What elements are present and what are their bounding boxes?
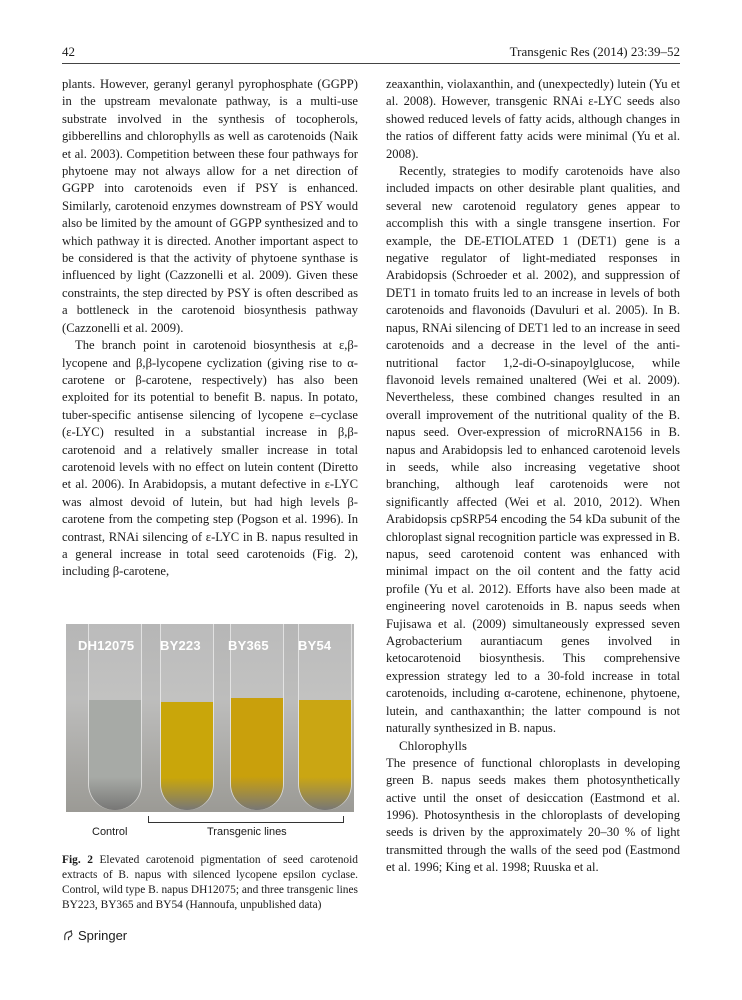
tube-by54	[298, 624, 352, 810]
tube-label-3: BY365	[228, 638, 269, 653]
liquid-control	[89, 700, 141, 810]
tubes-photo	[66, 624, 354, 812]
header-rule	[62, 63, 680, 64]
liquid-by54	[299, 700, 351, 810]
footer	[62, 928, 127, 943]
left-column	[62, 76, 358, 581]
transgenic-bracket	[148, 816, 344, 823]
section-heading-chlorophylls: Chlorophylls	[399, 738, 467, 754]
publisher-name: Springer	[78, 928, 128, 943]
label-control: Control	[92, 826, 128, 838]
tube-by223	[160, 624, 214, 810]
tube-label-1: DH12075	[78, 638, 135, 653]
tube-by365	[230, 624, 284, 810]
right-column	[386, 76, 680, 877]
liquid-by365	[231, 698, 283, 810]
left-paragraph-2: The branch point in carotenoid biosynthesis at ε,β-lycopene and β,β-lycopene cyclization (giving rise to α-carotene or β-carotene, respectively) has also been exploited for its potential to benefit B. napus. In potato, tuber-specific antisense silencing of lycopene ε–cyclase (ε-LYC) resulted in a substantial increase in β,β-carotenoid and a relatively smaller increase in total carotenoid levels with no effect on lutein content (Diretto et al. 2006). In Arabidopsis, a mutant defective in ε-LYC was almost devoid of lutein, but had high levels β-carotene from the competing step (Pogson et al. 1996). In contrast, RNAi silencing of ε-LYC in B. napus resulted in a general increase in total seed carotenoids (Fig. 2), including β-carotene,	[62, 338, 358, 579]
label-transgenic-lines: Transgenic lines	[207, 826, 287, 838]
tube-control	[88, 624, 142, 810]
right-paragraph-3: The presence of functional chloroplasts in developing green B. napus seeds makes them photosynthetically active until the onset of desiccation (Eastmond et al. 1996). Photosynthesis in the chloroplasts of developing seeds is driven by the approximately 20–30 % of light transmitted through the walls of the seed pod (Eastmond et al. 1996; King et al. 1998; Ruuska et al.	[386, 755, 680, 875]
figure-2	[62, 624, 358, 846]
journal-header: Transgenic Res (2014) 23:39–52	[509, 44, 680, 59]
page-number: 42	[62, 44, 75, 59]
figure-labels	[62, 816, 358, 846]
right-paragraph-1: zeaxanthin, violaxanthin, and (unexpectedly) lutein (Yu et al. 2008). However, transgenic RNAi ε-LYC seeds also showed reduced levels of fatty acids, although changes in the ratios of different fatty acids were minimal (Yu et al. 2008).	[386, 77, 680, 161]
right-paragraph-2: Recently, strategies to modify carotenoids have also included impacts on other desirable plant qualities, and several new carotenoid regulatory genes appear to accomplish this with a single transgene insertion. For example, the DE-ETIOLATED 1 (DET1) gene is a negative regulator of light-mediated responses in Arabidopsis (Schroeder et al. 2002), and suppression of DET1 in tomato fruits led to an increase in levels of both carotenoids and flavonoids (Davuluri et al. 2005). In B. napus, RNAi silencing of DET1 led to an increase in seed carotenoids and a decrease in the level of the anti-nutritional factor 1,2-di-O-sinapoylglucose, while flavonoid levels remained unaltered (Wei et al. 2009). Nevertheless, these combined changes resulted in an overall improvement of the nutritional quality of the B. napus seed. Over-expression of microRNA156 in B. napus and Arabidopsis led to enhanced carotenoid levels in seeds, while also increasing vegetative shoot branching, although leaf carotenoids were not significantly affected (Wei et al. 2010, 2012). When Arabidopsis cpSRP54 encoding the 54 kDa subunit of the chloroplast signal recognition particle was expressed in B. napus, seed carotenoid content was enhanced with minimal impact on the oil content and the fatty acid profile (Yu et al. 2012). Efforts have also been made at engineering novel carotenoids in B. napus seeds when Fujisawa et al. (2009) simultaneously expressed seven Agrobacterium aurantiacum genes involved in ketocarotenoid biosynthesis. This comprehensive expression strategy led to a 30-fold increase in total carotenoids, including α-carotene, echinenone, phytoene, lutein, and canthaxanthin; the latter compound is not naturally synthesized in B. napus.	[386, 164, 680, 736]
figure-caption	[62, 853, 358, 913]
tube-label-4: BY54	[298, 638, 332, 653]
left-paragraph-1: plants. However, geranyl geranyl pyrophosphate (GGPP) in the upstream mevalonate pathway, is a multi-use substrate involved in the synthesis of tocopherols, gibberellins and chlorophylls as well as carotenoids (Naik et al. 2003). Competition between these four pathways for phytoene may not always allow for a net direction of GGPP into carotenoids even if PSY is enhanced. Similarly, carotenoid enzymes downstream of PSY would also be limited by the amount of GGPP synthesized and to which pathway it is directed. Another important aspect to be considered is that the activity of phytoene synthase is influenced by light (Cazzonelli et al. 2009). Given these constraints, the step directed by PSY is often described as a bottleneck in the carotenoid biosynthesis pathway (Cazzonelli et al. 2009).	[62, 77, 358, 335]
caption-text: Elevated carotenoid pigmentation of seed carotenoid extracts of B. napus with silenced lycopene epsilon cyclase. Control, wild type B. napus DH12075; and three transgenic lines BY223, BY365 and BY54 (Hannoufa, unpublished data)	[62, 854, 358, 911]
caption-label: Fig. 2	[62, 854, 93, 866]
springer-horse-icon	[62, 929, 75, 942]
tube-label-2: BY223	[160, 638, 201, 653]
liquid-by223	[161, 702, 213, 810]
